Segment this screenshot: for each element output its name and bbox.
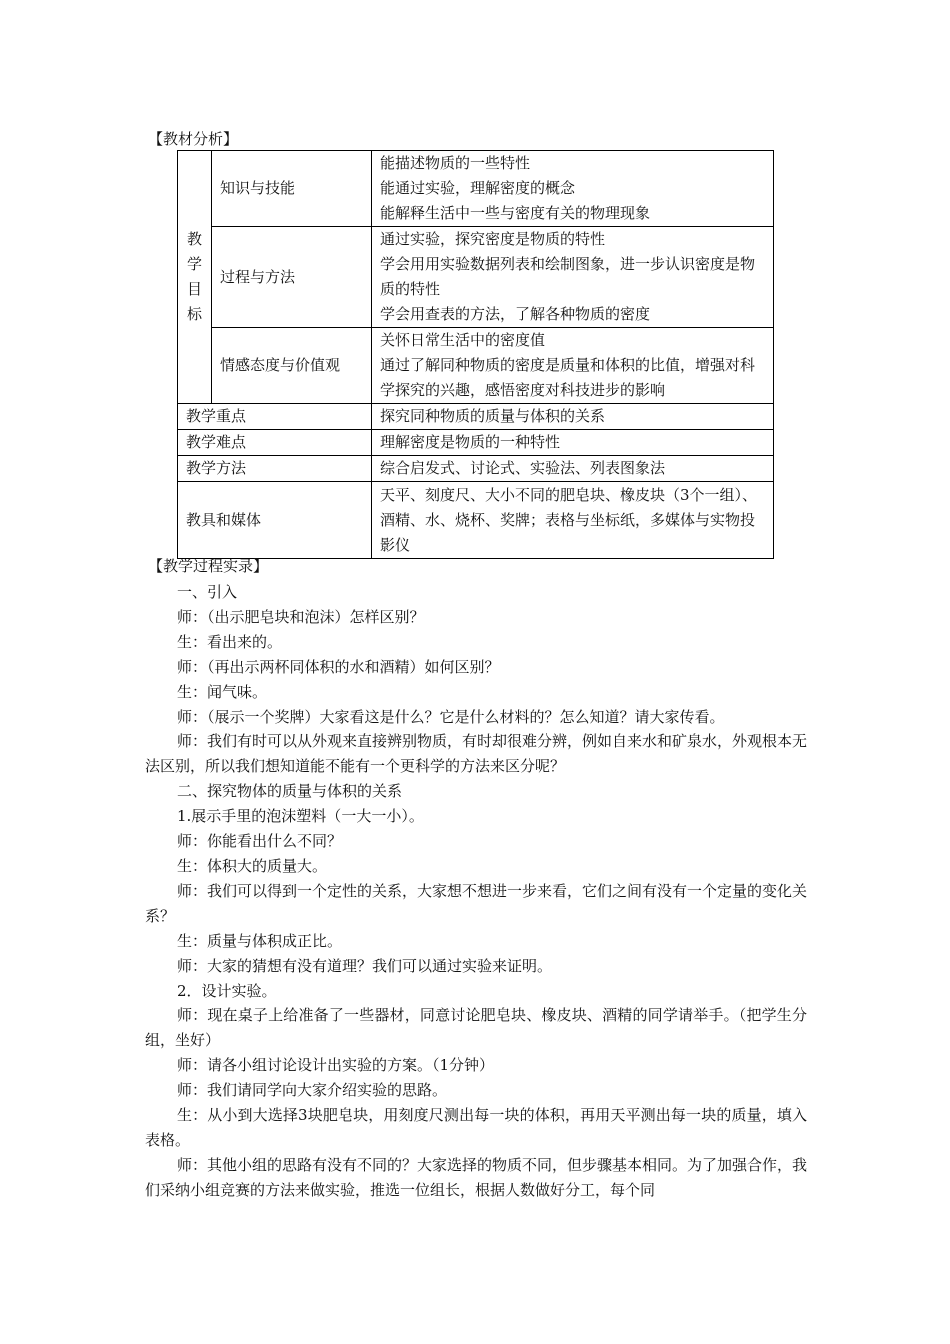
goal-item: 能解释生活中一些与密度有关的物理现象 <box>380 204 651 222</box>
row-value: 理解密度是物质的一种特性 <box>372 430 774 456</box>
goal-item: 能描述物质的一些特性 <box>380 154 531 172</box>
row-label: 教学难点 <box>178 430 372 456</box>
paragraph: 师：我们有时可以从外观来直接辨别物质，有时却很难分辨，例如自来水和矿泉水，外观根本无法区别，所以我们想知道能不能有一个更科学的方法来区分呢？ <box>145 732 808 776</box>
goal-item: 能通过实验，理解密度的概念 <box>380 179 576 197</box>
table-row <box>178 456 774 482</box>
table-row <box>178 430 774 456</box>
goal-item: 通过了解同种物质的密度是质量和体积的比值，增强对科学探究的兴趣，感悟密度对科技进步的影响 <box>380 356 756 399</box>
paragraph: 师：（展示一个奖牌）大家看这是什么？它是什么材料的？怎么知道？请大家传看。 <box>177 707 725 726</box>
goal-label: 情感态度与价值观 <box>212 328 372 404</box>
table-row <box>178 482 774 559</box>
goal-item: 通过实验，探究密度是物质的特性 <box>380 230 606 248</box>
goal-items-cell <box>372 227 774 328</box>
table-row <box>178 404 774 430</box>
row-value: 综合启发式、讨论式、实验法、列表图象法 <box>372 456 774 482</box>
paragraph: 师：我们请同学向大家介绍实验的思路。 <box>177 1081 448 1100</box>
table-row <box>178 151 774 227</box>
paragraph: 生：闻气味。 <box>177 682 268 701</box>
paragraph: 2．设计实验。 <box>177 981 277 1000</box>
paragraph: 二、探究物体的质量与体积的关系 <box>177 782 403 801</box>
paragraph: 生：质量与体积成正比。 <box>177 931 343 950</box>
row-label: 教学重点 <box>178 404 372 430</box>
process-body <box>145 580 807 1203</box>
row-value: 天平、刻度尺、大小不同的肥皂块、橡皮块（3个一组）、酒精、水、烧杯、奖牌；表格与坐标纸，多媒体与实物投影仪 <box>372 482 774 559</box>
paragraph: 1.展示手里的泡沫塑料（一大一小）。 <box>177 807 424 826</box>
paragraph: 师：其他小组的思路有没有不同的？大家选择的物质不同，但步骤基本相同。为了加强合作，我们采纳小组竞赛的方法来做实验，推选一位组长，根据人数做好分工，每个同 <box>145 1155 808 1199</box>
goals-group-label: 教学目标 <box>186 230 202 323</box>
goal-item: 学会用用实验数据列表和绘制图象，进一步认识密度是物质的特性 <box>380 255 756 298</box>
paragraph: 生：体积大的质量大。 <box>177 856 328 875</box>
goal-items-cell <box>372 328 774 404</box>
teaching-goals-table <box>177 150 774 559</box>
paragraph: 一、引入 <box>177 583 238 601</box>
goal-items-cell <box>372 151 774 227</box>
paragraph: 师：（出示肥皂块和泡沫）怎样区别？ <box>177 607 425 626</box>
goal-label: 知识与技能 <box>212 151 372 227</box>
goal-label: 过程与方法 <box>212 227 372 328</box>
paragraph: 生：从小到大选择3块肥皂块，用刻度尺测出每一块的体积，再用天平测出每一块的质量，填入表格。 <box>145 1106 807 1149</box>
paragraph: 师：（再出示两杯同体积的水和酒精）如何区别？ <box>177 657 500 676</box>
goal-item: 学会用查表的方法，了解各种物质的密度 <box>380 305 651 323</box>
paragraph: 师：我们可以得到一个定性的关系，大家想不想进一步来看，它们之间有没有一个定量的变化关系？ <box>145 881 808 925</box>
paragraph: 生：看出来的。 <box>177 632 283 651</box>
row-label: 教具和媒体 <box>178 482 372 559</box>
table-row <box>178 328 774 404</box>
process-heading: 【教学过程实录】 <box>148 557 269 575</box>
paragraph: 师：现在桌子上给准备了一些器材，同意讨论肥皂块、橡皮块、酒精的同学请举手。（把学生分组，坐好） <box>145 1006 807 1050</box>
paragraph: 师：请各小组讨论设计出实验的方案。（1分钟） <box>177 1056 495 1075</box>
goal-item: 关怀日常生活中的密度值 <box>380 331 546 349</box>
analysis-heading: 【教材分析】 <box>148 130 239 148</box>
row-label: 教学方法 <box>178 456 372 482</box>
row-value: 探究同种物质的质量与体积的关系 <box>372 404 774 430</box>
table-row <box>178 227 774 328</box>
goals-group-cell <box>178 151 212 404</box>
paragraph: 师：你能看出什么不同？ <box>177 832 343 851</box>
paragraph: 师：大家的猜想有没有道理？我们可以通过实验来证明。 <box>177 956 553 975</box>
